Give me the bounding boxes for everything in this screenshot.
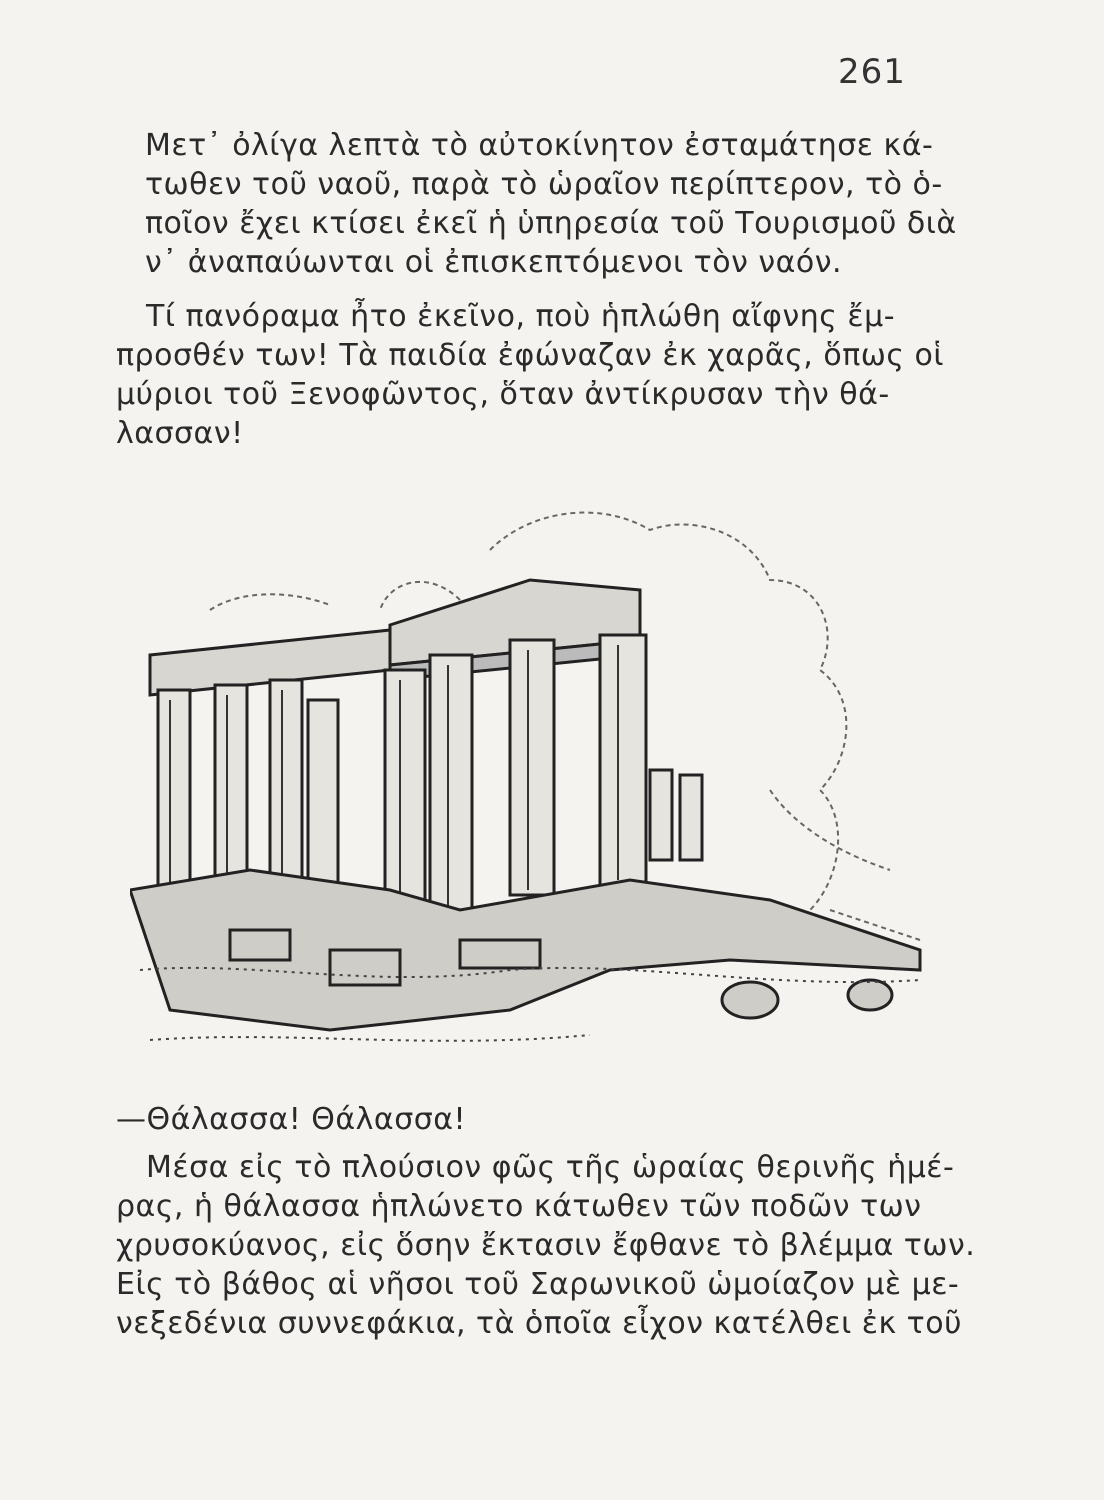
text-line: ρας, ἡ θάλασσα ἡπλώνετο κάτωθεν τῶν ποδῶν των bbox=[116, 1189, 922, 1224]
paragraph-arrival bbox=[145, 126, 957, 282]
text-line: Εἰς τὸ βάθος αἱ νῆσοι τοῦ Σαρωνικοῦ ὡμοίαζον μὲ με- bbox=[116, 1267, 960, 1302]
paragraph-sea bbox=[116, 1148, 976, 1343]
text-line: νεξεδένια συννεφάκια, τὰ ὁποῖα εἶχον κατέλθει ἐκ τοῦ bbox=[116, 1306, 962, 1341]
text-line: Μετ᾽ ὀλίγα λεπτὰ τὸ αὐτοκίνητον ἐσταμάτησε κά- bbox=[145, 128, 934, 163]
text-line: ποῖον ἔχει κτίσει ἐκεῖ ἡ ὑπηρεσία τοῦ Τουρισμοῦ διὰ bbox=[145, 206, 957, 241]
text-line: Τί πανόραμα ἦτο ἐκεῖνο, ποὺ ἡπλώθη αἴφνης ἔμ- bbox=[146, 299, 896, 334]
page-number: 261 bbox=[838, 52, 906, 92]
paragraph-panorama bbox=[116, 297, 945, 453]
exclamation-line bbox=[116, 1100, 936, 1139]
text-line: προσθέν των! Τὰ παιδία ἐφώναζαν ἐκ χαρᾶς, ὅπως οἱ bbox=[116, 338, 945, 373]
temple-illustration bbox=[130, 490, 930, 1070]
text-line: Μέσα εἰς τὸ πλούσιον φῶς τῆς ὡραίας θερινῆς ἡμέ- bbox=[146, 1150, 955, 1185]
text-line: —Θάλασσα! Θάλασσα! bbox=[116, 1102, 467, 1137]
text-line: μύριοι τοῦ Ξενοφῶντος, ὅταν ἀντίκρυσαν τὴν θά- bbox=[116, 377, 890, 412]
text-line: λασσαν! bbox=[116, 416, 244, 451]
text-line: χρυσοκύανος, εἰς ὅσην ἔκτασιν ἔφθανε τὸ βλέμμα των. bbox=[116, 1228, 976, 1263]
text-line: τωθεν τοῦ ναοῦ, παρὰ τὸ ὡραῖον περίπτερον, τὸ ὁ- bbox=[145, 167, 943, 202]
text-line: ν᾽ ἀναπαύωνται οἱ ἐπισκεπτόμενοι τὸν ναόν. bbox=[145, 245, 843, 280]
